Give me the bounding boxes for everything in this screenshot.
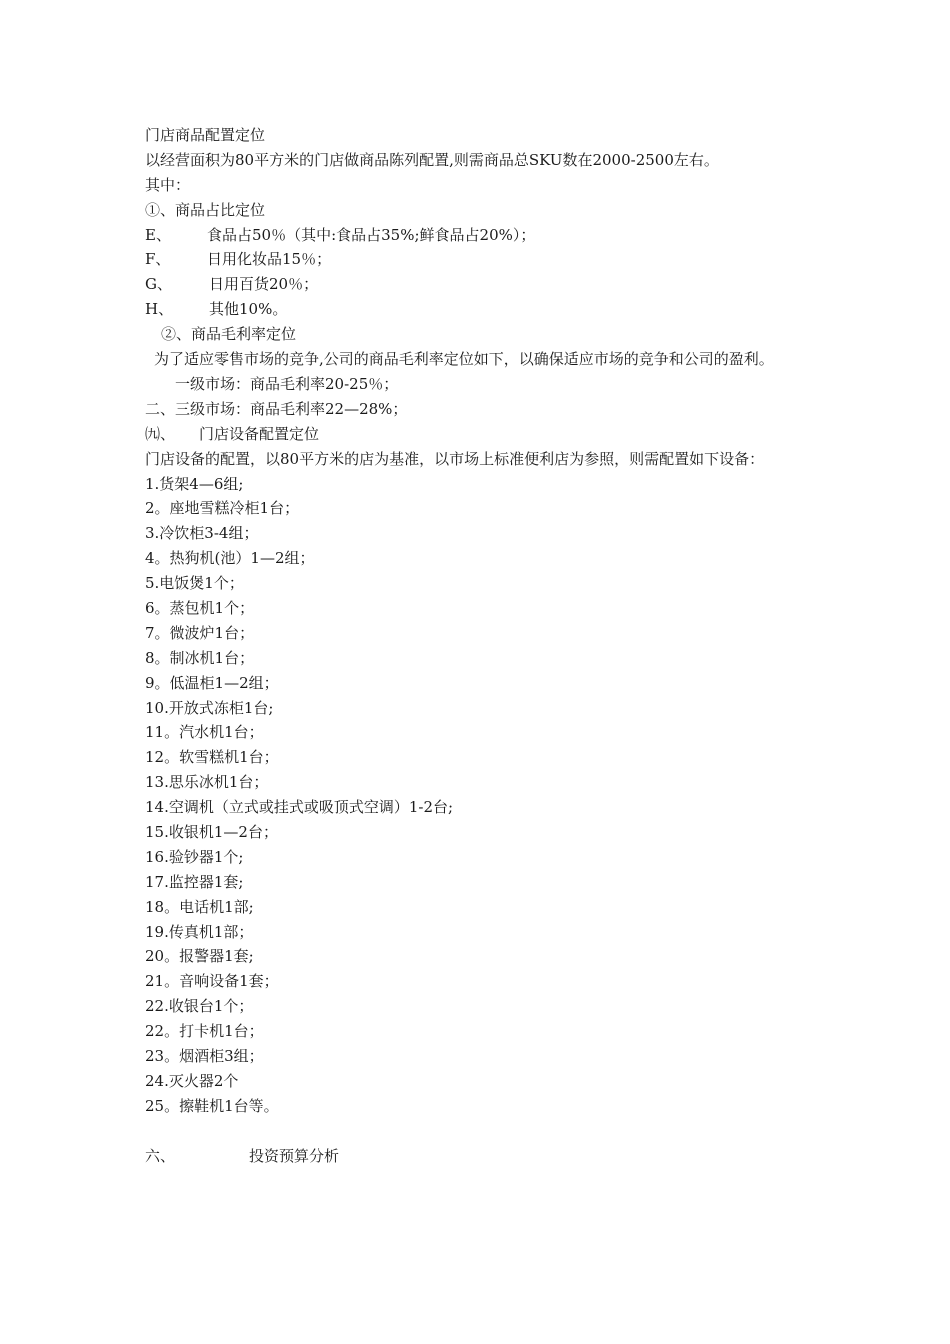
list-item: 23。烟酒柜3组； <box>145 1046 264 1065</box>
ratio-item-text: 其他10%。 <box>209 300 288 319</box>
blank-line <box>145 1119 810 1144</box>
section-six-label: 六、 <box>145 1146 176 1165</box>
ratio-item-text: 日用百货20％； <box>209 275 319 294</box>
list-item: 16.验钞器1个; <box>145 847 244 866</box>
section-six-title: 投资预算分析 <box>249 1146 340 1165</box>
list-item: 15.收银机1—2台； <box>145 822 278 841</box>
ratio-item-text: 日用化妆品15％； <box>207 250 332 269</box>
ratio-item-label: F、 <box>145 250 171 269</box>
section-six-heading <box>145 1144 810 1169</box>
ratio-item <box>145 247 810 272</box>
margin-intro-paragraph: 为了适应零售市场的竞争,公司的商品毛利率定位如下，以确保适应市场的竞争和公司的盈利。 <box>154 350 774 369</box>
list-item: 25。擦鞋机1台等。 <box>145 1096 279 1115</box>
ratio-item-text: 食品占50％（其中:食品占35%;鲜食品占20%）； <box>207 225 536 244</box>
equipment-heading-title: 门店设备配置定位 <box>199 424 320 443</box>
list-item: 18。电话机1部; <box>145 897 254 916</box>
list-item: 1.货架4—6组; <box>145 474 244 493</box>
equipment-intro-paragraph: 门店设备的配置，以80平方米的店为基准，以市场上标准便利店为参照，则需配置如下设备： <box>145 449 765 468</box>
equipment-list <box>145 472 810 1119</box>
list-item: 21。音响设备1套； <box>145 972 279 991</box>
list-item: 7。微波炉1台； <box>145 623 255 642</box>
intro-paragraph: 以经营面积为80平方米的门店做商品陈列配置,则需商品总SKU数在2000-2500左右。 <box>145 150 719 169</box>
list-item: 20。报警器1套; <box>145 947 254 966</box>
ratio-item-label: H、 <box>145 300 174 319</box>
ratio-item <box>145 297 810 322</box>
document-page <box>145 123 810 1168</box>
margin-primary-market: 一级市场：商品毛利率20-25％； <box>175 374 399 393</box>
list-item: 3.冷饮柜3-4组； <box>145 524 259 543</box>
list-item: 8。制冰机1台； <box>145 648 255 667</box>
margin-secondary-market: 二、三级市场：商品毛利率22—28%； <box>145 399 408 418</box>
list-item: 22.收银台1个； <box>145 997 254 1016</box>
ratio-title: ①、商品占比定位 <box>145 200 266 219</box>
ratio-item <box>145 272 810 297</box>
list-item: 22。打卡机1台； <box>145 1022 264 1041</box>
list-item: 24.灭火器2个 <box>145 1071 239 1090</box>
list-item: 13.思乐冰机1台； <box>145 773 269 792</box>
list-item: 14.空调机（立式或挂式或吸顶式空调）1-2台; <box>145 798 454 817</box>
list-item: 2。座地雪糕冷柜1台； <box>145 499 300 518</box>
list-item: 12。软雪糕机1台； <box>145 748 279 767</box>
section-heading: 门店商品配置定位 <box>145 126 266 144</box>
list-item: 5.电饭煲1个； <box>145 574 244 593</box>
equipment-heading <box>145 422 810 447</box>
list-item: 10.开放式冻柜1台; <box>145 698 274 717</box>
among-label: 其中： <box>145 175 191 194</box>
list-item: 19.传真机1部； <box>145 922 254 941</box>
list-item: 4。热狗机(池）1—2组； <box>145 549 315 568</box>
equipment-heading-label: ㈨、 <box>145 424 176 443</box>
margin-title: ②、商品毛利率定位 <box>161 325 297 344</box>
ratio-item-label: E、 <box>145 225 171 244</box>
list-item: 9。低温柜1—2组； <box>145 673 279 692</box>
ratio-item <box>145 223 810 248</box>
list-item: 11。汽水机1台； <box>145 723 264 742</box>
list-item: 6。蒸包机1个； <box>145 598 255 617</box>
ratio-item-label: G、 <box>145 275 172 294</box>
list-item: 17.监控器1套; <box>145 872 244 891</box>
